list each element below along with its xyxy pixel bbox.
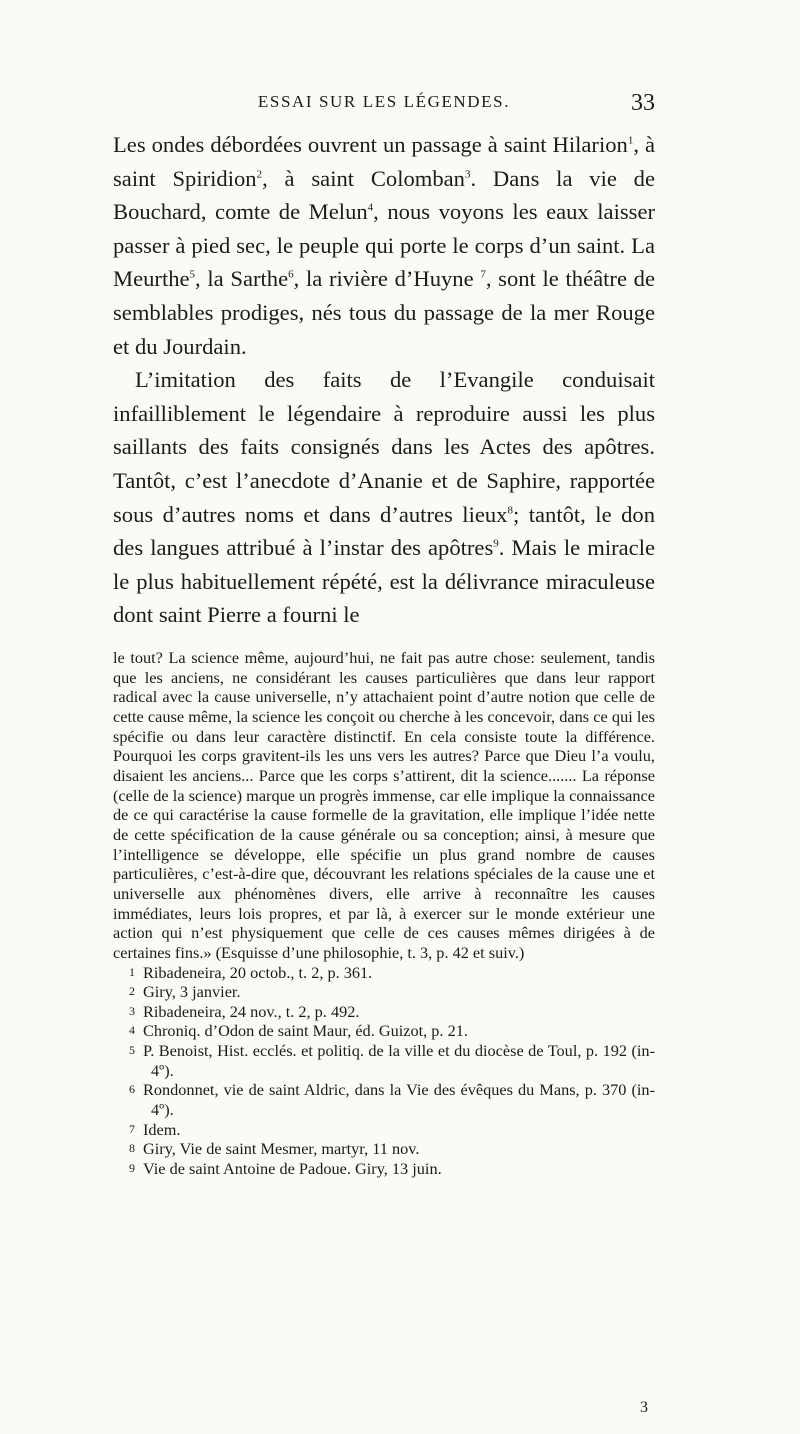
signature-mark: 3 <box>640 1399 648 1416</box>
paragraph-1 <box>113 128 655 363</box>
paragraph-2 <box>113 363 655 632</box>
footnote-7 <box>113 1120 655 1140</box>
footnote-ref-1: 1 <box>627 134 634 147</box>
text-run: ; tantôt, le don des langues attribué à l’instar des apôtres <box>113 501 655 561</box>
footnote-mark: 3 <box>129 1003 135 1018</box>
footnote-text: Rondonnet, vie de saint Aldric, dans la Vie des évêques du Mans, p. 370 (in-4º). <box>143 1080 655 1120</box>
footnote-3 <box>113 1002 655 1022</box>
page-header <box>113 90 655 120</box>
footnote-8 <box>113 1139 655 1159</box>
footnote-ref-7: 7 <box>480 268 486 281</box>
text-run: , à saint Spiridion <box>113 132 655 191</box>
running-title: ESSAI SUR LES LÉGENDES. <box>257 92 511 111</box>
footnote-6 <box>113 1080 655 1119</box>
text-run: . Dans la vie de Bouchard, comte de Melun <box>113 165 655 225</box>
footnote-ref-6: 6 <box>288 268 294 281</box>
footnote-text: Ribadeneira, 20 octob., t. 2, p. 361. <box>143 962 373 982</box>
footnotes-area <box>113 648 655 1179</box>
text-run: , à saint Colomban <box>262 165 465 191</box>
footnote-mark: 4 <box>129 1023 135 1038</box>
footnote-mark: 2 <box>129 984 135 999</box>
footnote-text: Giry, Vie de saint Mesmer, martyr, 11 nov. <box>143 1139 420 1159</box>
text-run: L’imitation des faits de l’Evangile conduisait infailliblement le légendaire à reproduire aussi les plus saillants des faits consignés dans les Actes des apôtres. Tantôt, c’est l’anecdote d’Ananie et de Saphire, rapportée sous d’autres noms et dans d’autres lieux <box>113 367 655 527</box>
footnote-5 <box>113 1041 655 1080</box>
footnote-ref-4: 4 <box>367 201 374 214</box>
footnote-text: Vie de saint Antoine de Padoue. Giry, 13 juin. <box>143 1159 442 1179</box>
footnote-ref-9: 9 <box>493 537 499 550</box>
footnote-mark: 9 <box>129 1161 135 1176</box>
footnote-ref-5: 5 <box>189 268 196 281</box>
text-run: Les ondes débordées ouvrent un passage à saint Hilarion <box>113 132 628 157</box>
footnote-text: Ribadeneira, 24 nov., t. 2, p. 492. <box>143 1001 360 1021</box>
footnote-text: Giry, 3 janvier. <box>143 982 241 1002</box>
text-run: . Mais le miracle le plus habituellement répété, est la délivrance miraculeuse dont saint Pierre a fourni le <box>113 535 656 628</box>
text-run: , nous voyons les eaux laisser passer à pied sec, le peuple qui porte le corps d’un saint. La Meurthe <box>113 199 656 292</box>
footnote-mark: 1 <box>129 964 135 979</box>
footnote-mark: 5 <box>129 1043 135 1058</box>
main-text <box>113 128 655 632</box>
footnote-mark: 8 <box>129 1141 135 1156</box>
footnote-text: Chroniq. d’Odon de saint Maur, éd. Guizot, p. 21. <box>143 1021 468 1041</box>
footnote-text: P. Benoist, Hist. ecclés. et politiq. de la ville et du diocèse de Toul, p. 192 (in-4º). <box>143 1041 655 1080</box>
footnote-2 <box>113 982 655 1002</box>
page-number: 33 <box>631 90 655 116</box>
footnote-list <box>113 963 655 1179</box>
text-run: , la Sarthe <box>195 266 289 292</box>
footnote-9 <box>113 1159 655 1179</box>
footnote-mark: 7 <box>129 1121 135 1136</box>
text-run: , sont le théâtre de semblables prodiges, nés tous du passage de la mer Rouge et du Jourdain. <box>113 266 655 359</box>
text-run: , la rivière d’Huyne <box>293 266 474 292</box>
footnote-ref-3: 3 <box>464 168 471 181</box>
footnote-ref-2: 2 <box>256 168 263 181</box>
footnote-mark: 6 <box>129 1082 135 1097</box>
footnote-ref-8: 8 <box>507 504 513 516</box>
footnote-text: Idem. <box>143 1119 181 1139</box>
footnote-1 <box>113 963 655 983</box>
footnote-continuation: le tout? La science même, aujourd’hui, ne fait pas autre chose: seulement, tandis que les anciens, ne considérant les causes particulières que dans leur rapport radical avec la cause universelle, n’y attachaient point d’autre notion que celle de cette cause même, la science les conçoit ou cherche à les concevoir, dans ce qui les spécifie ou dans leur caractère distinctif. En cela consiste toute la différence. Pourquoi les corps gravitent-ils les uns vers les autres? Parce que Dieu l’a voulu, disaient les anciens... Parce que les corps s’attirent, dit la science....... La réponse (celle de la science) marque un progrès immense, car elle implique la connaissance de ce qui caractérise la cause formelle de la gravitation, elle implique l’idée nette de cette spécification de la cause générale ou sa conception; ainsi, à mesure que l’intelligence se développe, elle spécifie un plus grand nombre de causes particulières, c’est-à-dire que, découvrant les relations spéciales de la cause une et universelle aux phénomènes divers, elle arrive à reconnaître les causes immédiates, leurs lois propres, et par là, à exercer sur le monde extérieur une action qui n’est physiquement que celle de ces causes mêmes dirigées à de certaines fins.» (Esquisse d’une philosophie, t. 3, p. 42 et suiv.) <box>113 648 655 962</box>
footnote-4 <box>113 1021 655 1041</box>
